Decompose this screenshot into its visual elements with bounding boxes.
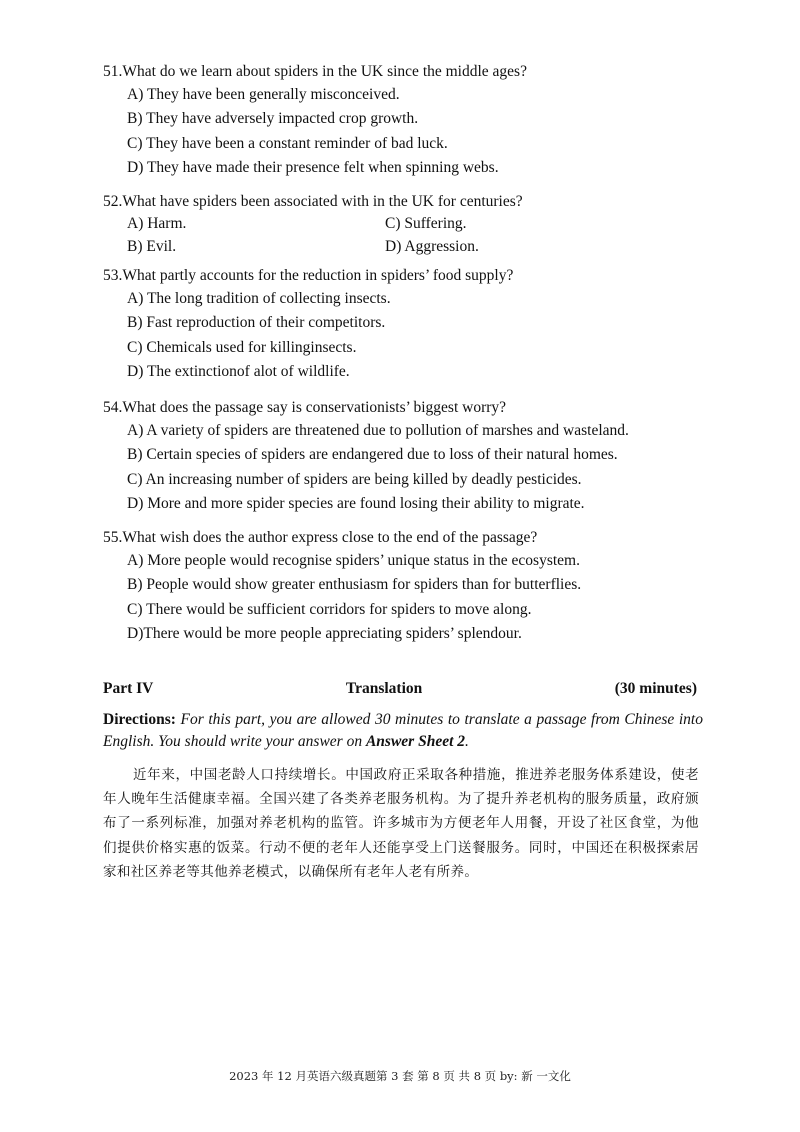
option-d: D) More and more spider species are found losing their ability to migrate. bbox=[127, 494, 585, 512]
option-c: C) Chemicals used for killinginsects. bbox=[127, 338, 357, 356]
option-b: B) They have adversely impacted crop growth. bbox=[127, 110, 419, 128]
part-label: Part IV bbox=[103, 680, 154, 697]
option-b: B) People would show greater enthusiasm for spiders than for butterflies. bbox=[127, 576, 582, 594]
option-a: A) They have been generally misconceived. bbox=[127, 86, 400, 103]
option-a: A) The long tradition of collecting insects. bbox=[127, 290, 391, 307]
question-54 bbox=[103, 397, 723, 516]
option-d: D) The extinctionof alot of wildlife. bbox=[127, 362, 350, 380]
option-d: D) Aggression. bbox=[385, 237, 479, 255]
option-c: C) An increasing number of spiders are being killed by deadly pesticides. bbox=[127, 470, 582, 488]
option-a: A) A variety of spiders are threatened due to pollution of marshes and wasteland. bbox=[127, 422, 629, 439]
translation-passage: 近年来，中国老龄人口持续增长。中国政府正采取各种措施，推进养老服务体系建设，使老年人晚年生活健康幸福。全国兴建了各类养老服务机构。为了提升养老机构的服务质量，政府颁布了一系列标准，加强对养老机构的监管。许多城市为方便老年人用餐，开设了社区食堂，为他们提供价格实惠的饭菜。行动不便的老年人还能享受上门送餐服务。同时，中国还在积极探索居家和社区养老等其他养老模式，以确保所有老年人老有所养。 bbox=[103, 767, 699, 880]
option-d: D) They have made their presence felt when spinning webs. bbox=[127, 158, 499, 176]
question-55 bbox=[103, 527, 723, 646]
question-52 bbox=[103, 191, 723, 258]
option-b: B) Evil. bbox=[127, 237, 177, 255]
option-c: C) Suffering. bbox=[385, 215, 467, 232]
part-header bbox=[103, 677, 697, 701]
directions-end: . bbox=[465, 733, 469, 750]
option-c: C) They have been a constant reminder of bad luck. bbox=[127, 134, 448, 152]
option-b: B) Certain species of spiders are endangered due to loss of their natural homes. bbox=[127, 446, 618, 464]
question-stem: 54.What does the passage say is conservationists’ biggest worry? bbox=[103, 399, 507, 416]
question-stem: 53.What partly accounts for the reduction in spiders’ food supply? bbox=[103, 267, 514, 284]
option-a: A) Harm. bbox=[127, 215, 187, 232]
directions bbox=[103, 709, 703, 753]
question-stem: 52.What have spiders been associated with in the UK for centuries? bbox=[103, 193, 523, 210]
options-grid bbox=[127, 213, 723, 258]
option-a: A) More people would recognise spiders’ unique status in the ecosystem. bbox=[127, 552, 580, 569]
option-b: B) Fast reproduction of their competitors. bbox=[127, 314, 386, 332]
question-51 bbox=[103, 61, 723, 180]
page-footer: 2023 年 12 月英语六级真题第 3 套 第 8 页 共 8 页 by: 新 一文化 bbox=[229, 1069, 571, 1083]
question-stem: 55.What wish does the author express close to the end of the passage? bbox=[103, 529, 538, 546]
directions-label: Directions: bbox=[103, 711, 176, 728]
question-53 bbox=[103, 265, 723, 384]
part-title: Translation bbox=[345, 680, 423, 697]
option-c: C) There would be sufficient corridors for spiders to move along. bbox=[127, 600, 532, 618]
directions-text: For this part, you are allowed 30 minutes to translate a passage from Chinese into English. You should write your answer on bbox=[103, 711, 703, 750]
question-stem: 51.What do we learn about spiders in the UK since the middle ages? bbox=[103, 63, 527, 80]
answer-sheet-ref: Answer Sheet 2 bbox=[365, 733, 466, 750]
part-time: (30 minutes) bbox=[614, 680, 697, 697]
option-d: D)There would be more people appreciating spiders’ splendour. bbox=[127, 624, 522, 642]
